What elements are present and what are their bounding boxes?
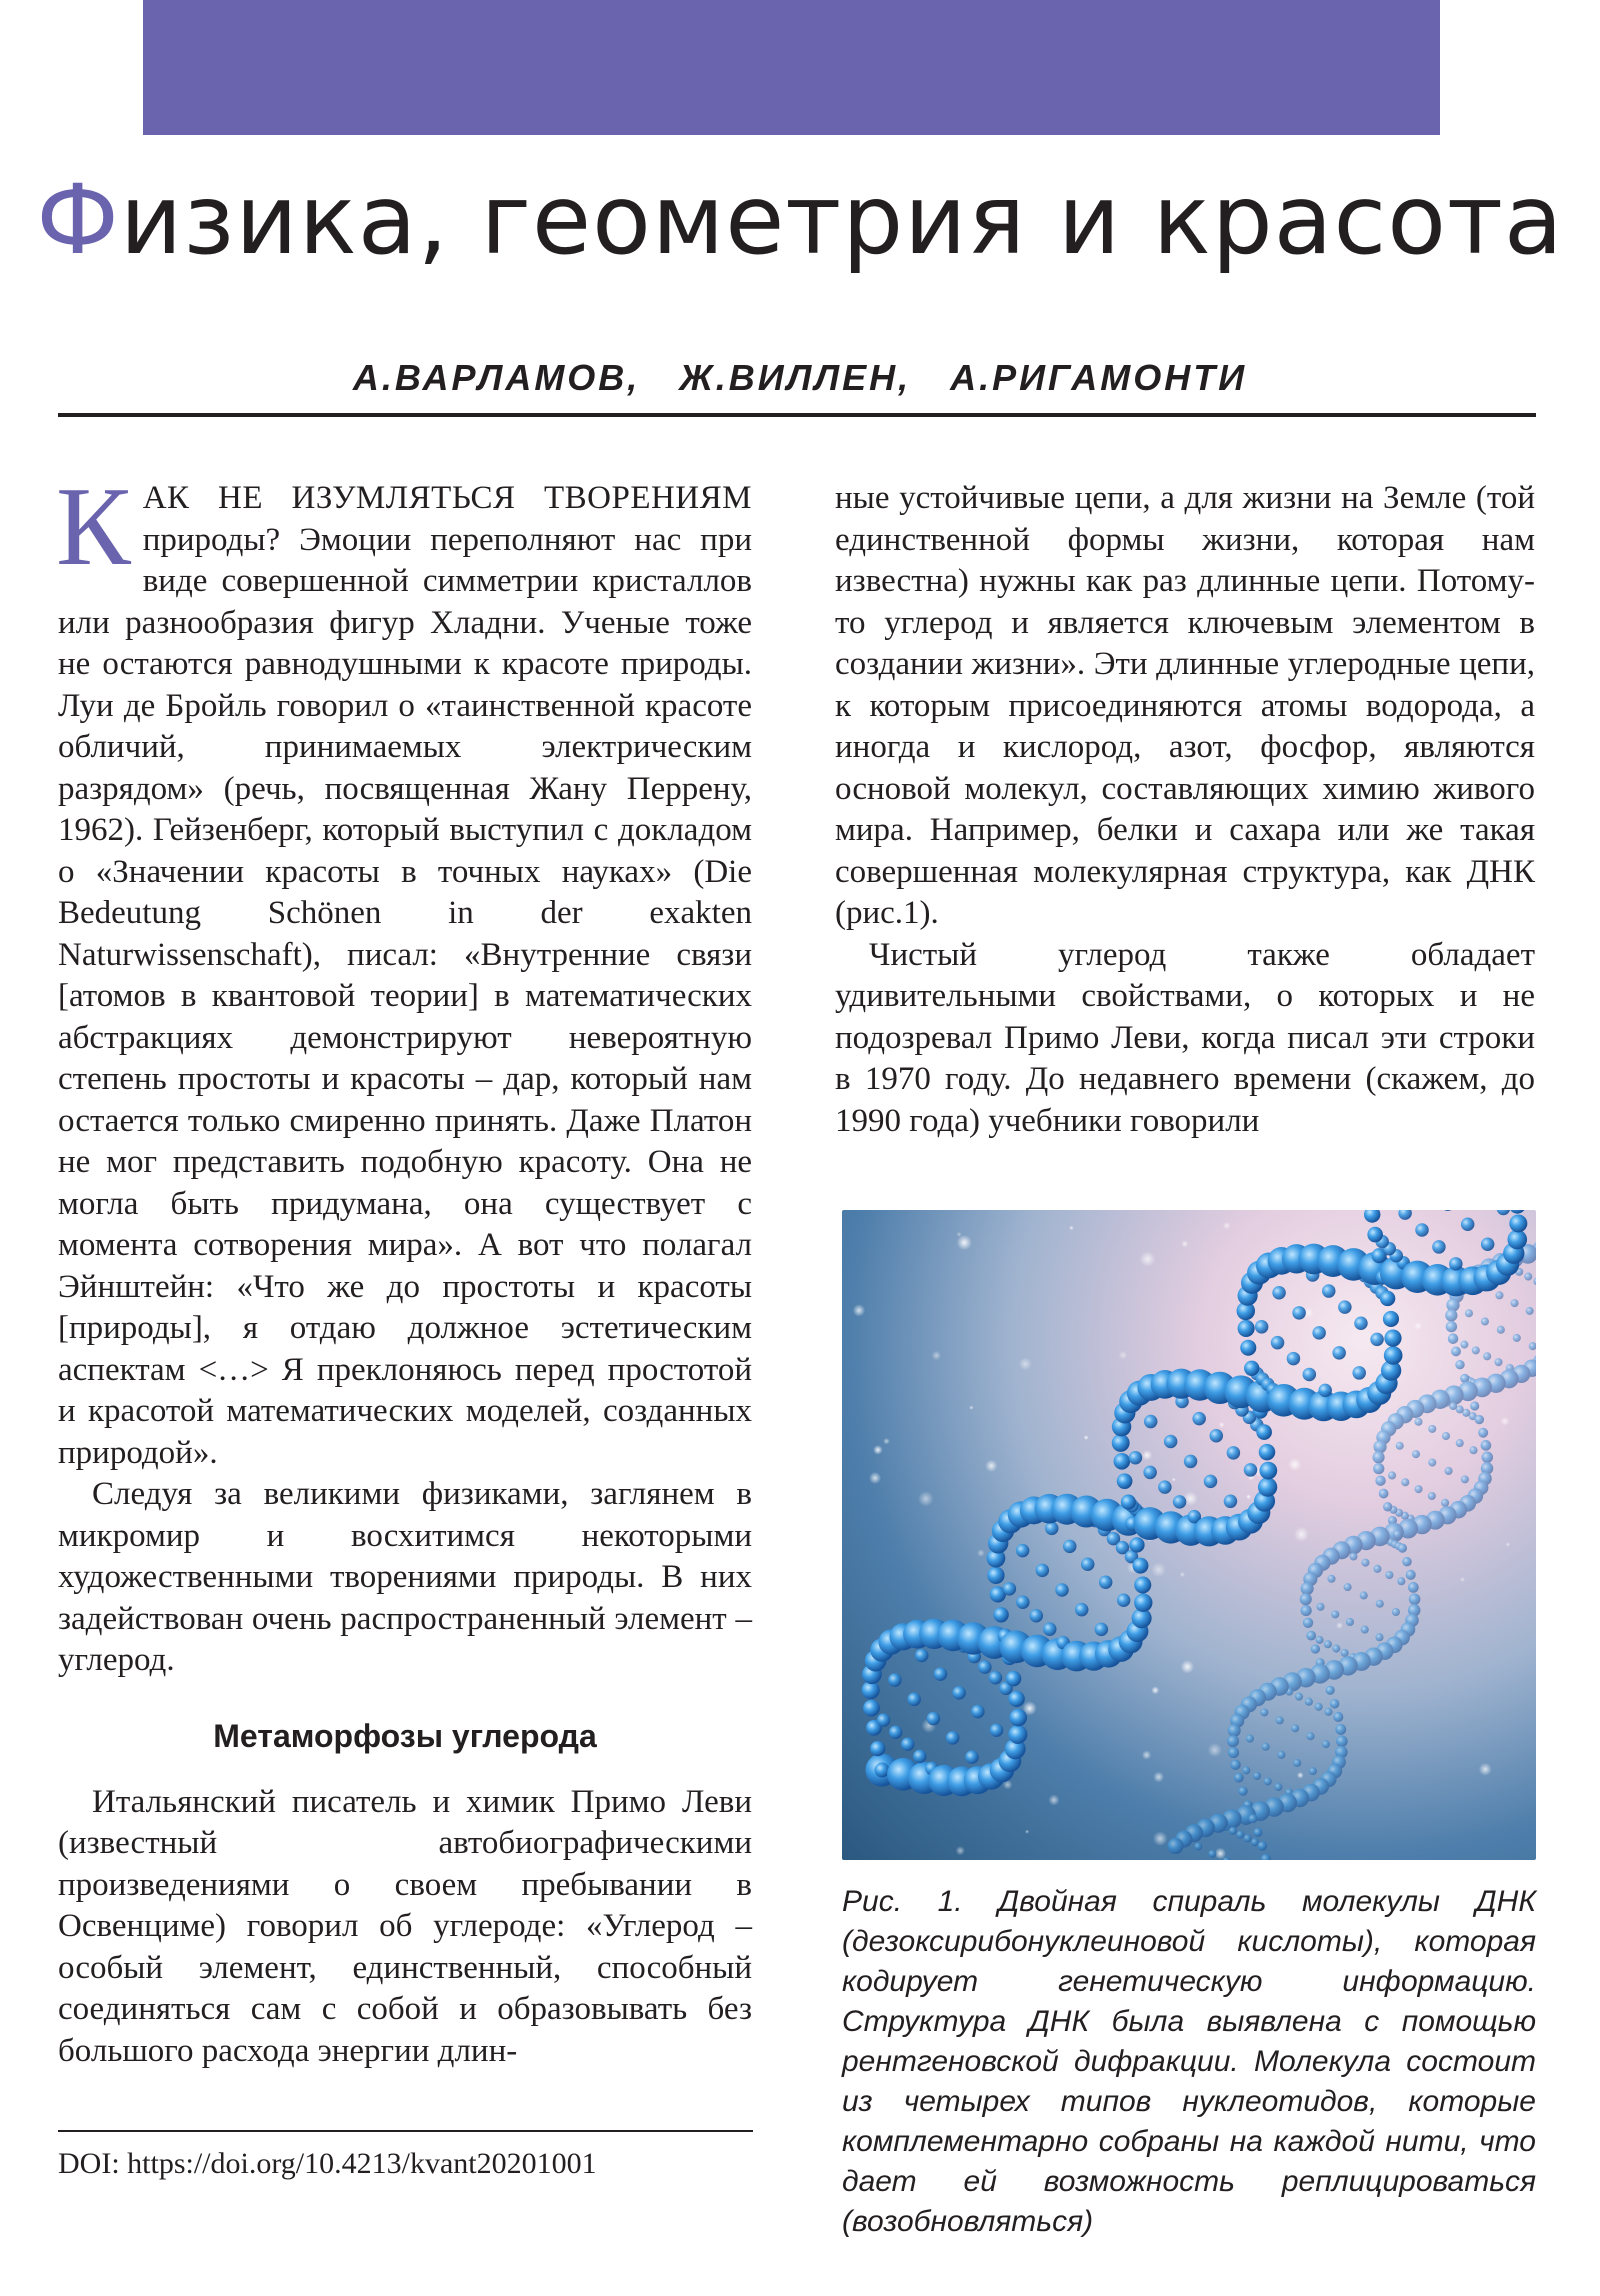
bokeh-dot — [1019, 1357, 1032, 1370]
main-helix-strand-a — [1238, 1320, 1255, 1337]
paragraph-1-text: природы? Эмоции переполняют нас при виде совершенной симметрии кристаллов или разнообразия фигур Хладни. Ученые тоже не остаются равнодушными к красоте природы. Луи де Бройль говорил о «таинственной красоте обличий, принимаемых электрическим разрядом» (речь, посвященная Жану Перрену, 1962). Гейзенберг, который выступил с докладом о «Значении красоты в точных науках» (Die Bedeutung Schönen in der exakten Naturwissenschaft), писал: «Внутренние связи [атомов в квантовой теории] в математических абстракциях демонстрируют невероятную степень простоты и красоты – дар, который нам остается только смиренно принять. Даже Платон не мог представить подобную красоту. Она не могла быть придумана, она существует с момента сотворения мира». А вот что полагал Эйнштейн: «Что же до простоты и красоты [природы], я отдаю должное эстетическим аспектам <…> Я преклоняюсь перед простотой и красотой математических моделей, созданных природой». — [58, 521, 752, 1471]
main-helix-base-pair — [1303, 1368, 1317, 1382]
back-helix-strand-a — [1475, 1415, 1484, 1424]
bokeh-dot — [1142, 1750, 1151, 1759]
main-helix-strand-b — [870, 1741, 885, 1756]
main-helix-base-pair — [1292, 1306, 1306, 1320]
dropcap: К — [56, 465, 131, 589]
back-helix-base-pair — [1194, 1842, 1202, 1850]
back-helix-base-pair — [1526, 1307, 1534, 1315]
right-column — [835, 478, 1535, 1142]
main-helix-strand-a — [1244, 1361, 1259, 1376]
bokeh-dot — [873, 1445, 883, 1455]
back-helix-strand-a — [1300, 1593, 1312, 1605]
bokeh-dot — [869, 1472, 881, 1484]
main-helix-base-pair — [877, 1713, 891, 1727]
main-helix-strand-a — [1259, 1462, 1277, 1480]
back-helix-base-pair — [1412, 1450, 1420, 1458]
main-helix-base-pair — [907, 1693, 921, 1707]
bokeh-dot — [1246, 1494, 1251, 1499]
bokeh-dot — [1294, 1527, 1309, 1542]
back-helix-base-pair — [1277, 1751, 1285, 1759]
bokeh-dot — [883, 1438, 890, 1445]
back-helix-base-pair — [1428, 1425, 1436, 1433]
bokeh-dot — [1500, 1417, 1509, 1426]
back-helix-base-pair — [1396, 1442, 1404, 1450]
paragraph-5: Чистый углерод также обладает удивительными свойствами, о которых и не подозревал Примо Леви, когда писал эти строки в 1970 году. До недавнего времени (скажем, до 1990 года) учебники говорили — [835, 936, 1535, 1139]
back-helix-strand-b — [1409, 1593, 1421, 1605]
back-helix-strand-b — [1234, 1773, 1244, 1783]
main-helix-base-pair — [889, 1725, 903, 1739]
main-helix-base-pair — [1075, 1603, 1089, 1617]
back-helix-base-pair — [1428, 1492, 1436, 1500]
main-helix-base-pair — [1354, 1316, 1368, 1330]
back-helix-base-pair — [1327, 1575, 1335, 1583]
main-helix-base-pair — [965, 1750, 979, 1764]
main-helix-strand-a — [987, 1567, 1004, 1584]
main-helix-strand-b — [1129, 1537, 1144, 1552]
back-helix-base-pair — [1315, 1703, 1323, 1711]
back-helix-strand-a — [1335, 1724, 1346, 1735]
bokeh-dot — [1140, 1251, 1156, 1267]
bokeh-dot — [1151, 1562, 1166, 1577]
bokeh-dot — [1297, 1772, 1304, 1779]
main-helix-base-pair — [1129, 1451, 1143, 1465]
bokeh-dot — [1336, 1622, 1343, 1629]
main-helix-base-pair — [888, 1673, 902, 1687]
back-helix-strand-a — [1478, 1428, 1488, 1438]
back-helix-base-pair — [1295, 1693, 1303, 1701]
back-helix-base-pair — [1360, 1591, 1368, 1599]
back-helix-base-pair — [1246, 1735, 1254, 1743]
main-helix-base-pair — [1184, 1455, 1198, 1469]
main-helix-base-pair — [1158, 1480, 1172, 1494]
back-helix-base-pair — [1262, 1743, 1270, 1751]
back-helix-base-pair — [1497, 1326, 1505, 1334]
back-helix-strand-a — [1301, 1605, 1312, 1616]
back-helix-strand-a — [1445, 1309, 1457, 1321]
back-helix-base-pair — [1513, 1334, 1521, 1342]
back-helix-strand-a — [1455, 1360, 1464, 1369]
bokeh-dot — [1069, 1226, 1074, 1231]
back-helix-base-pair — [1253, 1772, 1261, 1780]
back-helix-strand-a — [1306, 1631, 1316, 1641]
back-helix-base-pair — [1341, 1649, 1349, 1657]
main-helix-strand-b — [1132, 1558, 1148, 1574]
main-helix-strand-b — [1134, 1577, 1151, 1594]
title-first-letter: Ф — [36, 164, 120, 276]
main-helix-base-pair — [1415, 1223, 1429, 1237]
bokeh-dot — [1180, 1572, 1185, 1577]
main-helix-strand-a — [1258, 1477, 1277, 1496]
doi-text: DOI: https://doi.org/10.4213/kvant20201001 — [58, 2147, 597, 2180]
lead-caps: АК НЕ ИЗУМЛЯТЬСЯ ТВОРЕНИЯМ — [142, 480, 752, 516]
back-helix-base-pair — [1469, 1446, 1477, 1454]
doi-rule — [58, 2130, 753, 2132]
back-helix-strand-b — [1398, 1544, 1407, 1553]
paragraph-4: ные устойчивые цепи, а для жизни на Земле (той единственной формы жизни, которая нам известна) нужны как раз длинные цепи. Потому-то углерод и является ключевым элементом в создании жизни». Эти длинные углеродные цепи, к которым присоединяются атомы водорода, а иногда и кислород, азот, фосфор, являются основой молекул, составляющих химию живого мира. Например, белки и сахара или же такая совершенная молекулярная структура, как ДНК (рис.1). — [835, 480, 1535, 931]
paragraph-2: Следуя за великими физиками, заглянем в микромир и восхитимся некоторыми художественными творениями природы. В них задействован очень распространенный элемент – углерод. — [58, 1476, 752, 1678]
main-helix-strand-b — [1384, 1346, 1403, 1365]
back-helix-base-pair — [1260, 1708, 1268, 1716]
back-helix-strand-b — [1230, 1760, 1240, 1770]
main-helix-strand-a — [1507, 1230, 1527, 1250]
main-helix-base-pair — [1210, 1429, 1224, 1443]
main-helix-base-pair — [1043, 1622, 1057, 1636]
back-helix-base-pair — [1456, 1439, 1464, 1447]
back-helix-strand-a — [1451, 1347, 1461, 1357]
back-helix-base-pair — [1533, 1277, 1536, 1285]
header-banner — [143, 0, 1440, 135]
back-helix-base-pair — [1264, 1777, 1272, 1785]
bokeh-dot — [1506, 1542, 1510, 1546]
back-helix-base-pair — [1229, 1827, 1237, 1835]
dna-figure — [842, 1210, 1536, 1860]
back-helix-base-pair — [1332, 1645, 1340, 1653]
main-helix-base-pair — [1055, 1583, 1069, 1597]
paragraph-3: Итальянский писатель и химик Примо Леви (известный автобиографическими произведениями о своем пребывании в Освенциме) говорил об углероде: «Углерод – особый элемент, единственный, способный соединяться сам с собой и образовывать без большого расхода энергии длин- — [58, 1783, 752, 2069]
back-helix-base-pair — [1441, 1499, 1449, 1507]
back-helix-base-pair — [1316, 1603, 1324, 1611]
bokeh-dot — [1025, 1830, 1029, 1834]
main-helix-base-pair — [989, 1671, 1003, 1685]
main-helix-strand-a — [1259, 1444, 1276, 1461]
back-helix-base-pair — [1305, 1698, 1313, 1706]
bokeh-dot — [1223, 1222, 1231, 1230]
main-helix-base-pair — [1271, 1336, 1285, 1350]
back-helix-base-pair — [1483, 1352, 1491, 1360]
main-helix-base-pair — [1441, 1210, 1455, 1211]
back-helix-base-pair — [1494, 1358, 1502, 1366]
back-helix-base-pair — [1291, 1724, 1299, 1732]
main-helix-base-pair — [1192, 1412, 1206, 1426]
back-helix-strand-a — [1167, 1838, 1183, 1854]
main-helix-strand-b — [1367, 1227, 1383, 1243]
back-helix-strand-a — [1303, 1618, 1313, 1628]
main-helix-base-pair — [1030, 1609, 1044, 1623]
back-helix-base-pair — [1361, 1559, 1369, 1567]
bokeh-dot — [932, 1351, 941, 1360]
main-helix-base-pair — [1117, 1593, 1131, 1607]
back-helix-strand-b — [1383, 1502, 1392, 1511]
dna-helix-illustration — [842, 1210, 1536, 1860]
main-helix-base-pair — [1224, 1495, 1238, 1509]
back-helix-base-pair — [1276, 1716, 1284, 1724]
back-helix-strand-a — [1311, 1644, 1320, 1653]
back-helix-base-pair — [1324, 1640, 1332, 1648]
article-title — [0, 160, 1600, 280]
bokeh-dot — [1084, 1435, 1089, 1440]
back-helix-base-pair — [1392, 1608, 1400, 1616]
back-helix-base-pair — [1397, 1577, 1405, 1585]
back-helix-base-pair — [1461, 1475, 1469, 1483]
main-helix-strand-b — [863, 1700, 880, 1717]
bokeh-dot — [1219, 1422, 1225, 1428]
main-helix-base-pair — [1338, 1300, 1352, 1314]
back-helix-base-pair — [1293, 1759, 1301, 1767]
bokeh-dot — [853, 1304, 865, 1316]
back-helix-base-pair — [1529, 1342, 1536, 1350]
main-helix-base-pair — [1099, 1576, 1113, 1590]
back-helix-strand-b — [1227, 1735, 1239, 1747]
author-1: А.ВАРЛАМОВ, — [352, 357, 641, 398]
back-helix-strand-a — [1481, 1440, 1492, 1451]
back-helix-base-pair — [1481, 1317, 1489, 1325]
back-helix-base-pair — [1346, 1618, 1354, 1626]
author-3: А.РИГАМОНТИ — [950, 357, 1248, 398]
back-helix-base-pair — [1208, 1850, 1216, 1858]
back-helix-strand-a — [1448, 1333, 1459, 1344]
main-helix-base-pair — [1287, 1352, 1301, 1366]
back-helix-strand-a — [1326, 1686, 1335, 1695]
main-helix-base-pair — [1173, 1495, 1187, 1509]
back-helix-base-pair — [1236, 1831, 1244, 1839]
main-helix-base-pair — [1003, 1582, 1017, 1596]
main-helix-base-pair — [1036, 1564, 1050, 1578]
main-helix-base-pair — [1497, 1210, 1511, 1215]
main-helix-base-pair — [990, 1723, 1004, 1737]
main-helix-base-pair — [1461, 1218, 1475, 1232]
back-helix-strand-b — [1248, 1814, 1257, 1823]
main-helix-base-pair — [913, 1750, 927, 1764]
main-helix-strand-a — [1006, 1671, 1022, 1687]
back-helix-base-pair — [1524, 1273, 1532, 1281]
back-helix-strand-a — [1336, 1735, 1348, 1747]
back-helix-strand-b — [1257, 1841, 1267, 1851]
back-helix-strand-a — [1330, 1699, 1340, 1709]
main-helix-base-pair — [1144, 1415, 1158, 1429]
main-helix-base-pair — [1095, 1623, 1109, 1637]
back-helix-base-pair — [1442, 1432, 1450, 1440]
main-helix-strand-b — [1112, 1434, 1130, 1452]
main-helix-base-pair — [1272, 1286, 1286, 1300]
main-helix-strand-a — [1256, 1424, 1272, 1440]
back-helix-base-pair — [1306, 1732, 1314, 1740]
main-helix-strand-b — [1364, 1210, 1380, 1223]
main-helix-base-pair — [927, 1712, 941, 1726]
back-helix-strand-b — [1373, 1463, 1384, 1474]
main-helix-strand-b — [1380, 1291, 1395, 1306]
bokeh-dot — [1153, 1831, 1168, 1846]
left-column — [56, 465, 752, 2072]
back-helix-base-pair — [1242, 1766, 1250, 1774]
back-helix-base-pair — [1324, 1708, 1332, 1716]
bokeh-dot — [918, 1491, 933, 1506]
back-helix-strand-b — [1406, 1570, 1416, 1580]
bokeh-dot — [957, 1232, 962, 1237]
back-helix-base-pair — [1385, 1571, 1393, 1579]
bokeh-dot — [956, 1846, 965, 1855]
bokeh-dot — [969, 1405, 973, 1409]
section-heading: Метаморфозы углерода — [213, 1717, 597, 1754]
bokeh-dot — [977, 1549, 985, 1557]
main-helix-strand-a — [1009, 1709, 1027, 1727]
back-helix-strand-b — [1228, 1747, 1239, 1758]
bokeh-dot — [1288, 1458, 1301, 1471]
main-helix-base-pair — [1164, 1435, 1178, 1449]
back-helix-base-pair — [1465, 1309, 1473, 1317]
bokeh-dot — [985, 1460, 997, 1472]
bokeh-dot — [1048, 1794, 1059, 1805]
main-helix-base-pair — [1143, 1466, 1157, 1480]
main-helix-base-pair — [1016, 1596, 1030, 1610]
bokeh-dot — [1172, 1477, 1176, 1481]
back-helix-base-pair — [1375, 1633, 1383, 1641]
back-helix-base-pair — [1415, 1485, 1423, 1493]
bokeh-dot — [1479, 1763, 1492, 1776]
back-helix-strand-a — [1333, 1712, 1343, 1722]
back-helix-strand-b — [1261, 1854, 1271, 1860]
back-helix-base-pair — [1344, 1583, 1352, 1591]
main-helix-base-pair — [1322, 1284, 1336, 1298]
back-helix-base-pair — [1445, 1467, 1453, 1475]
main-helix-base-pair — [1063, 1540, 1077, 1554]
main-helix-base-pair — [1204, 1475, 1218, 1489]
back-helix-base-pair — [1274, 1783, 1282, 1791]
back-helix-base-pair — [1460, 1341, 1468, 1349]
author-2: Ж.ВИЛЛЕН, — [679, 357, 912, 398]
paragraph-1 — [56, 465, 752, 1474]
back-helix-strand-a — [1470, 1401, 1479, 1410]
bokeh-dot — [1153, 1771, 1164, 1782]
bokeh-dot — [1142, 1450, 1152, 1460]
back-helix-base-pair — [1349, 1552, 1357, 1560]
main-helix-strand-b — [1134, 1594, 1152, 1612]
back-helix-base-pair — [1511, 1299, 1519, 1307]
main-helix-strand-a — [1509, 1210, 1526, 1214]
back-helix-base-pair — [1373, 1565, 1381, 1573]
back-helix-base-pair — [1322, 1740, 1330, 1748]
main-helix-strand-b — [1383, 1311, 1399, 1327]
main-helix-base-pair — [1255, 1320, 1269, 1334]
back-helix-base-pair — [1376, 1600, 1384, 1608]
main-helix-strand-a — [1240, 1340, 1256, 1356]
main-helix-base-pair — [1045, 1522, 1059, 1536]
back-helix-base-pair — [1309, 1767, 1317, 1775]
back-helix-strand-b — [1375, 1476, 1385, 1486]
main-helix-base-pair — [971, 1705, 985, 1719]
bokeh-dot — [1151, 1686, 1159, 1694]
main-helix-strand-a — [1008, 1725, 1027, 1744]
main-helix-base-pair — [934, 1667, 948, 1681]
back-helix-strand-b — [1393, 1530, 1402, 1539]
main-helix-base-pair — [1227, 1446, 1241, 1460]
back-helix-base-pair — [1414, 1418, 1422, 1426]
back-helix-base-pair — [1472, 1346, 1480, 1354]
main-helix-strand-b — [1121, 1495, 1136, 1510]
back-helix-base-pair — [1331, 1610, 1339, 1618]
back-helix-base-pair — [1244, 1834, 1252, 1842]
main-helix-base-pair — [1481, 1237, 1495, 1251]
main-helix-strand-b — [1117, 1473, 1133, 1489]
main-helix-base-pair — [1352, 1366, 1366, 1380]
back-helix-base-pair — [1401, 1478, 1409, 1486]
back-helix-strand-a — [1301, 1582, 1314, 1595]
back-helix-strand-b — [1228, 1724, 1241, 1737]
main-helix-base-pair — [952, 1686, 966, 1700]
bokeh-dot — [957, 1235, 972, 1250]
bokeh-dot — [1414, 1322, 1422, 1330]
main-helix-strand-a — [993, 1607, 1008, 1622]
back-helix-strand-a — [1446, 1321, 1457, 1332]
main-helix-strand-a — [1509, 1214, 1527, 1232]
figure-caption: Рис. 1. Двойная спираль молекулы ДНК (дезоксирибонуклеиновой кислоты), которая кодирует генетическую информацию. Структура ДНК была выявлена с помощью рентгеновской дифракции. Молекула состоит из четырех типов нуклеотидов, которые комплементарно собраны на каждой нити, что дает ей возможность реплицироваться (возобновляться) — [842, 1885, 1536, 2238]
back-helix-base-pair — [1316, 1636, 1324, 1644]
main-helix-base-pair — [946, 1731, 960, 1745]
back-helix-strand-b — [1253, 1828, 1262, 1837]
back-helix-strand-b — [1402, 1557, 1411, 1566]
main-helix-base-pair — [1244, 1463, 1258, 1477]
main-helix-base-pair — [915, 1649, 929, 1663]
back-helix-base-pair — [1428, 1459, 1436, 1467]
main-helix-base-pair — [1081, 1558, 1095, 1572]
main-helix-base-pair — [901, 1738, 915, 1752]
main-helix-base-pair — [1370, 1333, 1384, 1347]
back-helix-strand-b — [1238, 1786, 1247, 1795]
bokeh-dot — [1119, 1351, 1128, 1360]
main-helix-base-pair — [978, 1660, 992, 1674]
main-helix-base-pair — [1432, 1240, 1446, 1254]
main-helix-strand-b — [1384, 1330, 1401, 1347]
title-rest: изика, геометрия и красота — [119, 164, 1564, 276]
main-helix-strand-a — [1008, 1691, 1024, 1707]
back-helix-strand-b — [1408, 1582, 1419, 1593]
authors-line — [0, 356, 1600, 400]
back-helix-base-pair — [1495, 1291, 1503, 1299]
bokeh-dot — [1181, 1240, 1188, 1247]
back-helix-base-pair — [1361, 1626, 1369, 1634]
main-helix-base-pair — [1449, 1257, 1463, 1271]
main-helix-base-pair — [1398, 1210, 1412, 1220]
main-helix-base-pair — [1318, 1384, 1332, 1398]
main-helix-strand-b — [1114, 1453, 1131, 1470]
main-helix-base-pair — [1016, 1544, 1030, 1558]
back-helix-strand-b — [1372, 1451, 1384, 1463]
header-rule — [58, 413, 1536, 417]
back-helix-strand-a — [1482, 1452, 1494, 1464]
main-helix-base-pair — [1332, 1346, 1346, 1360]
bokeh-dot — [1460, 1577, 1465, 1582]
back-helix-strand-b — [1379, 1489, 1389, 1499]
back-helix-base-pair — [1388, 1471, 1396, 1479]
main-helix-base-pair — [1312, 1326, 1326, 1340]
bokeh-dot — [1181, 1660, 1194, 1673]
bokeh-dot — [1208, 1743, 1222, 1757]
